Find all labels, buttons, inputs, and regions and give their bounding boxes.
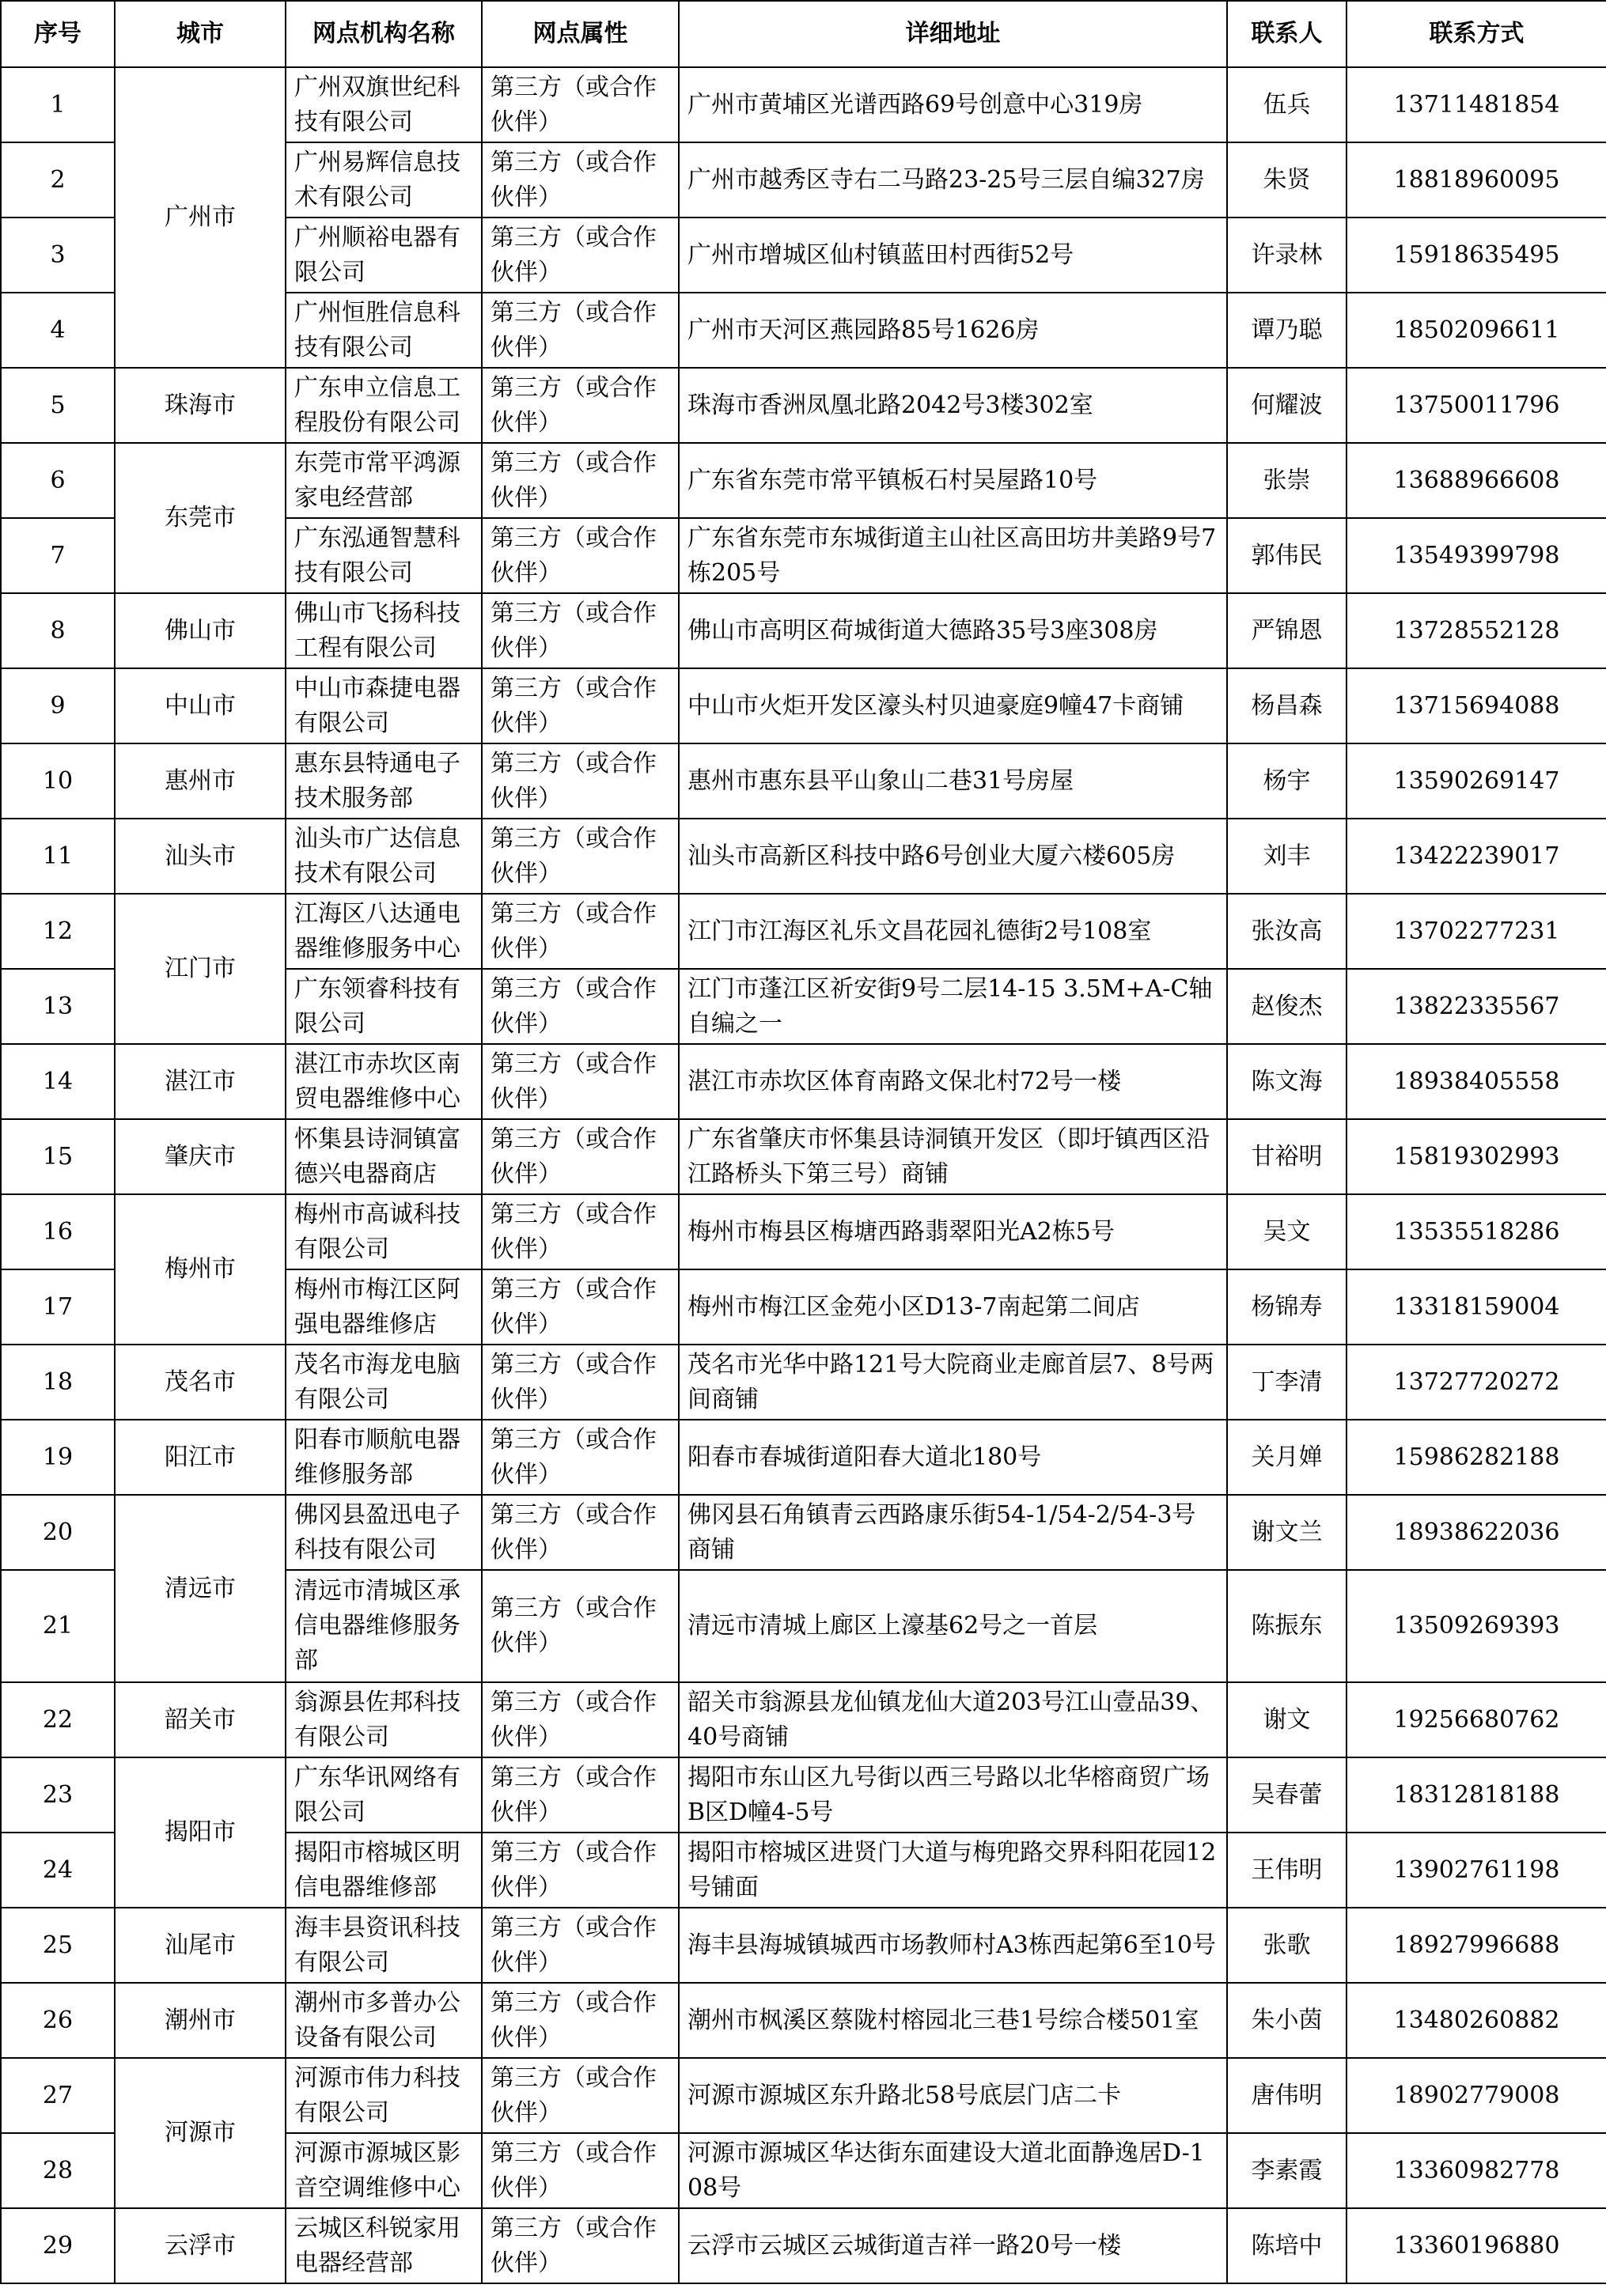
- contact-person: 张歌: [1227, 1908, 1347, 1983]
- contact-person: 陈培中: [1227, 2208, 1347, 2283]
- outlet-name: 海丰县资讯科技有限公司: [286, 1908, 482, 1983]
- row-number: 20: [1, 1495, 115, 1570]
- outlet-type: 第三方（或合作伙伴）: [482, 67, 679, 142]
- outlet-address: 广东省东莞市东城街道主山社区高田坊井美路9号7栋205号: [679, 518, 1227, 593]
- row-number: 2: [1, 142, 115, 217]
- outlet-address: 中山市火炬开发区濠头村贝迪豪庭9幢47卡商铺: [679, 668, 1227, 743]
- header-contact: 联系人: [1227, 1, 1347, 67]
- outlet-name: 梅州市高诚科技有限公司: [286, 1194, 482, 1269]
- contact-phone: 13727720272: [1347, 1345, 1606, 1420]
- row-number: 14: [1, 1044, 115, 1119]
- outlet-name: 茂名市海龙电脑有限公司: [286, 1345, 482, 1420]
- outlet-name: 江海区八达通电器维修服务中心: [286, 894, 482, 969]
- contact-person: 伍兵: [1227, 67, 1347, 142]
- row-number: 5: [1, 368, 115, 443]
- header-outlet-type: 网点属性: [482, 1, 679, 67]
- outlet-address: 广东省肇庆市怀集县诗洞镇开发区（即圩镇西区沿江路桥头下第三号）商铺: [679, 1119, 1227, 1194]
- contact-person: 王伟明: [1227, 1833, 1347, 1908]
- row-number: 28: [1, 2133, 115, 2208]
- row-number: 10: [1, 743, 115, 819]
- outlet-address: 云浮市云城区云城街道吉祥一路20号一楼: [679, 2208, 1227, 2283]
- contact-phone: 18312818188: [1347, 1757, 1606, 1833]
- city-cell: 茂名市: [115, 1345, 286, 1420]
- contact-person: 何耀波: [1227, 368, 1347, 443]
- table-row: [1, 743, 1606, 819]
- outlet-type: 第三方（或合作伙伴）: [482, 1044, 679, 1119]
- city-cell: 韶关市: [115, 1682, 286, 1757]
- outlet-type: 第三方（或合作伙伴）: [482, 142, 679, 217]
- outlet-address: 江门市蓬江区祈安街9号二层14-15 3.5M+A-C轴自编之一: [679, 969, 1227, 1044]
- city-cell: 云浮市: [115, 2208, 286, 2283]
- outlet-address: 梅州市梅县区梅塘西路翡翠阳光A2栋5号: [679, 1194, 1227, 1269]
- outlet-address: 清远市清城上廊区上濠基62号之一首层: [679, 1570, 1227, 1682]
- outlet-type: 第三方（或合作伙伴）: [482, 217, 679, 293]
- contact-phone: 13318159004: [1347, 1269, 1606, 1345]
- contact-phone: 18902779008: [1347, 2058, 1606, 2133]
- contact-person: 关月婵: [1227, 1420, 1347, 1495]
- outlet-name: 河源市伟力科技有限公司: [286, 2058, 482, 2133]
- contact-person: 杨锦寿: [1227, 1269, 1347, 1345]
- outlet-name: 广东华讯网络有限公司: [286, 1757, 482, 1833]
- contact-phone: 13590269147: [1347, 743, 1606, 819]
- outlet-address: 广东省东莞市常平镇板石村吴屋路10号: [679, 443, 1227, 518]
- outlet-type: 第三方（或合作伙伴）: [482, 1757, 679, 1833]
- outlet-address: 珠海市香洲凤凰北路2042号3楼302室: [679, 368, 1227, 443]
- row-number: 9: [1, 668, 115, 743]
- table-row: [1, 67, 1606, 142]
- contact-person: 谢文兰: [1227, 1495, 1347, 1570]
- outlet-name: 广州恒胜信息科技有限公司: [286, 293, 482, 368]
- outlet-type: 第三方（或合作伙伴）: [482, 969, 679, 1044]
- contact-person: 谢文: [1227, 1682, 1347, 1757]
- outlet-name: 清远市清城区承信电器维修服务部: [286, 1570, 482, 1682]
- outlet-address: 惠州市惠东县平山象山二巷31号房屋: [679, 743, 1227, 819]
- contact-phone: 13902761198: [1347, 1833, 1606, 1908]
- contact-phone: 13715694088: [1347, 668, 1606, 743]
- table-row: [1, 819, 1606, 894]
- outlet-address: 韶关市翁源县龙仙镇龙仙大道203号江山壹品39、40号商铺: [679, 1682, 1227, 1757]
- outlet-address: 广州市越秀区寺右二马路23-25号三层自编327房: [679, 142, 1227, 217]
- header-no: 序号: [1, 1, 115, 67]
- row-number: 6: [1, 443, 115, 518]
- outlet-address: 佛山市高明区荷城街道大德路35号3座308房: [679, 593, 1227, 668]
- outlet-type: 第三方（或合作伙伴）: [482, 668, 679, 743]
- contact-person: 严锦恩: [1227, 593, 1347, 668]
- row-number: 27: [1, 2058, 115, 2133]
- contact-person: 张崇: [1227, 443, 1347, 518]
- row-number: 25: [1, 1908, 115, 1983]
- row-number: 7: [1, 518, 115, 593]
- contact-phone: 13422239017: [1347, 819, 1606, 894]
- contact-phone: 13509269393: [1347, 1570, 1606, 1682]
- contact-phone: 13535518286: [1347, 1194, 1606, 1269]
- contact-person: 谭乃聪: [1227, 293, 1347, 368]
- outlet-type: 第三方（或合作伙伴）: [482, 1570, 679, 1682]
- outlet-type: 第三方（或合作伙伴）: [482, 1269, 679, 1345]
- outlet-type: 第三方（或合作伙伴）: [482, 1682, 679, 1757]
- outlet-name: 潮州市多普办公设备有限公司: [286, 1983, 482, 2058]
- outlet-type: 第三方（或合作伙伴）: [482, 1420, 679, 1495]
- outlet-type: 第三方（或合作伙伴）: [482, 2208, 679, 2283]
- outlet-name: 河源市源城区影音空调维修中心: [286, 2133, 482, 2208]
- outlet-type: 第三方（或合作伙伴）: [482, 894, 679, 969]
- outlet-address: 汕头市高新区科技中路6号创业大厦六楼605房: [679, 819, 1227, 894]
- row-number: 21: [1, 1570, 115, 1682]
- outlet-address: 广州市天河区燕园路85号1626房: [679, 293, 1227, 368]
- outlet-name: 翁源县佐邦科技有限公司: [286, 1682, 482, 1757]
- city-cell: 河源市: [115, 2058, 286, 2208]
- city-cell: 清远市: [115, 1495, 286, 1682]
- header-row: [1, 1, 1606, 67]
- outlet-address: 河源市源城区华达街东面建设大道北面静逸居D-108号: [679, 2133, 1227, 2208]
- contact-phone: 13728552128: [1347, 593, 1606, 668]
- outlet-name: 云城区科锐家用电器经营部: [286, 2208, 482, 2283]
- outlet-address: 茂名市光华中路121号大院商业走廊首层7、8号两间商铺: [679, 1345, 1227, 1420]
- outlet-type: 第三方（或合作伙伴）: [482, 1908, 679, 1983]
- contact-phone: 15819302993: [1347, 1119, 1606, 1194]
- header-address: 详细地址: [679, 1, 1227, 67]
- table-row: [1, 1420, 1606, 1495]
- table-row: [1, 2058, 1606, 2133]
- outlet-name: 汕头市广达信息技术有限公司: [286, 819, 482, 894]
- city-cell: 汕尾市: [115, 1908, 286, 1983]
- outlet-type: 第三方（或合作伙伴）: [482, 2133, 679, 2208]
- row-number: 22: [1, 1682, 115, 1757]
- contact-person: 唐伟明: [1227, 2058, 1347, 2133]
- row-number: 16: [1, 1194, 115, 1269]
- table-row: [1, 1983, 1606, 2058]
- contact-person: 甘裕明: [1227, 1119, 1347, 1194]
- city-cell: 肇庆市: [115, 1119, 286, 1194]
- contact-phone: 13360982778: [1347, 2133, 1606, 2208]
- contact-phone: 13822335567: [1347, 969, 1606, 1044]
- table-body: [1, 67, 1606, 2283]
- contact-phone: 18502096611: [1347, 293, 1606, 368]
- outlet-name: 广州易辉信息技术有限公司: [286, 142, 482, 217]
- city-cell: 阳江市: [115, 1420, 286, 1495]
- row-number: 29: [1, 2208, 115, 2283]
- outlet-address: 揭阳市东山区九号街以西三号路以北华榕商贸广场B区D幢4-5号: [679, 1757, 1227, 1833]
- contact-phone: 13688966608: [1347, 443, 1606, 518]
- outlet-type: 第三方（或合作伙伴）: [482, 518, 679, 593]
- outlet-name: 梅州市梅江区阿强电器维修店: [286, 1269, 482, 1345]
- header-phone: 联系方式: [1347, 1, 1606, 67]
- table-row: [1, 1119, 1606, 1194]
- contact-person: 赵俊杰: [1227, 969, 1347, 1044]
- table-row: [1, 1682, 1606, 1757]
- table-row: [1, 1345, 1606, 1420]
- contact-person: 杨昌森: [1227, 668, 1347, 743]
- city-cell: 汕头市: [115, 819, 286, 894]
- outlet-name: 广东泓通智慧科技有限公司: [286, 518, 482, 593]
- outlet-address: 揭阳市榕城区进贤门大道与梅兜路交界科阳花园12号铺面: [679, 1833, 1227, 1908]
- contact-phone: 13711481854: [1347, 67, 1606, 142]
- outlet-type: 第三方（或合作伙伴）: [482, 368, 679, 443]
- outlet-name: 佛山市飞扬科技工程有限公司: [286, 593, 482, 668]
- table-row: [1, 593, 1606, 668]
- header-outlet-name: 网点机构名称: [286, 1, 482, 67]
- outlet-address: 潮州市枫溪区蔡陇村榕园北三巷1号综合楼501室: [679, 1983, 1227, 2058]
- row-number: 19: [1, 1420, 115, 1495]
- outlet-type: 第三方（或合作伙伴）: [482, 1194, 679, 1269]
- table-row: [1, 894, 1606, 969]
- table-row: [1, 443, 1606, 518]
- row-number: 11: [1, 819, 115, 894]
- contact-phone: 15986282188: [1347, 1420, 1606, 1495]
- row-number: 3: [1, 217, 115, 293]
- outlet-address: 河源市源城区东升路北58号底层门店二卡: [679, 2058, 1227, 2133]
- contact-person: 朱小茵: [1227, 1983, 1347, 2058]
- city-cell: 湛江市: [115, 1044, 286, 1119]
- contact-person: 吴春蕾: [1227, 1757, 1347, 1833]
- contact-phone: 15918635495: [1347, 217, 1606, 293]
- table-row: [1, 1757, 1606, 1833]
- city-cell: 东莞市: [115, 443, 286, 593]
- contact-person: 陈振东: [1227, 1570, 1347, 1682]
- city-cell: 珠海市: [115, 368, 286, 443]
- outlet-type: 第三方（或合作伙伴）: [482, 2058, 679, 2133]
- contact-phone: 13702277231: [1347, 894, 1606, 969]
- outlet-name: 揭阳市榕城区明信电器维修部: [286, 1833, 482, 1908]
- row-number: 4: [1, 293, 115, 368]
- contact-phone: 13480260882: [1347, 1983, 1606, 2058]
- contact-phone: 13750011796: [1347, 368, 1606, 443]
- outlet-name: 广东领睿科技有限公司: [286, 969, 482, 1044]
- contact-person: 郭伟民: [1227, 518, 1347, 593]
- outlet-type: 第三方（或合作伙伴）: [482, 819, 679, 894]
- contact-person: 刘丰: [1227, 819, 1347, 894]
- contact-person: 许录林: [1227, 217, 1347, 293]
- outlet-name: 惠东县特通电子技术服务部: [286, 743, 482, 819]
- table-row: [1, 1908, 1606, 1983]
- outlet-type: 第三方（或合作伙伴）: [482, 743, 679, 819]
- contact-person: 丁李清: [1227, 1345, 1347, 1420]
- contact-phone: 13549399798: [1347, 518, 1606, 593]
- table-row: [1, 668, 1606, 743]
- contact-person: 朱贤: [1227, 142, 1347, 217]
- city-cell: 江门市: [115, 894, 286, 1044]
- row-number: 23: [1, 1757, 115, 1833]
- outlet-name: 中山市森捷电器有限公司: [286, 668, 482, 743]
- contact-phone: 18938622036: [1347, 1495, 1606, 1570]
- city-cell: 潮州市: [115, 1983, 286, 2058]
- city-cell: 梅州市: [115, 1194, 286, 1345]
- contact-person: 杨宇: [1227, 743, 1347, 819]
- outlet-name: 东莞市常平鸿源家电经营部: [286, 443, 482, 518]
- outlet-address: 佛冈县石角镇青云西路康乐街54-1/54-2/54-3号商铺: [679, 1495, 1227, 1570]
- outlet-address: 海丰县海城镇城西市场教师村A3栋西起第6至10号: [679, 1908, 1227, 1983]
- outlet-name: 湛江市赤坎区南贸电器维修中心: [286, 1044, 482, 1119]
- row-number: 15: [1, 1119, 115, 1194]
- contact-phone: 13360196880: [1347, 2208, 1606, 2283]
- outlet-name: 怀集县诗洞镇富德兴电器商店: [286, 1119, 482, 1194]
- outlet-address: 阳春市春城街道阳春大道北180号: [679, 1420, 1227, 1495]
- row-number: 1: [1, 67, 115, 142]
- row-number: 24: [1, 1833, 115, 1908]
- table-row: [1, 1495, 1606, 1570]
- row-number: 8: [1, 593, 115, 668]
- row-number: 13: [1, 969, 115, 1044]
- outlet-type: 第三方（或合作伙伴）: [482, 1119, 679, 1194]
- outlet-address: 江门市江海区礼乐文昌花园礼德街2号108室: [679, 894, 1227, 969]
- outlet-type: 第三方（或合作伙伴）: [482, 293, 679, 368]
- contact-phone: 18927996688: [1347, 1908, 1606, 1983]
- outlet-address: 广州市增城区仙村镇蓝田村西街52号: [679, 217, 1227, 293]
- outlet-type: 第三方（或合作伙伴）: [482, 1345, 679, 1420]
- row-number: 12: [1, 894, 115, 969]
- city-cell: 揭阳市: [115, 1757, 286, 1908]
- row-number: 26: [1, 1983, 115, 2058]
- contact-phone: 19256680762: [1347, 1682, 1606, 1757]
- city-cell: 广州市: [115, 67, 286, 368]
- row-number: 17: [1, 1269, 115, 1345]
- outlet-name: 广州双旗世纪科技有限公司: [286, 67, 482, 142]
- outlet-type: 第三方（或合作伙伴）: [482, 1833, 679, 1908]
- city-cell: 惠州市: [115, 743, 286, 819]
- contact-phone: 18818960095: [1347, 142, 1606, 217]
- outlet-type: 第三方（或合作伙伴）: [482, 443, 679, 518]
- outlet-address: 湛江市赤坎区体育南路文保北村72号一楼: [679, 1044, 1227, 1119]
- contact-person: 吴文: [1227, 1194, 1347, 1269]
- outlet-address: 广州市黄埔区光谱西路69号创意中心319房: [679, 67, 1227, 142]
- outlet-address: 梅州市梅江区金苑小区D13-7南起第二间店: [679, 1269, 1227, 1345]
- outlet-name: 广东申立信息工程股份有限公司: [286, 368, 482, 443]
- outlet-name: 佛冈县盈迅电子科技有限公司: [286, 1495, 482, 1570]
- city-cell: 佛山市: [115, 593, 286, 668]
- row-number: 18: [1, 1345, 115, 1420]
- table-row: [1, 368, 1606, 443]
- outlet-type: 第三方（或合作伙伴）: [482, 1495, 679, 1570]
- outlet-type: 第三方（或合作伙伴）: [482, 593, 679, 668]
- outlet-type: 第三方（或合作伙伴）: [482, 1983, 679, 2058]
- outlet-name: 广州顺裕电器有限公司: [286, 217, 482, 293]
- contact-phone: 18938405558: [1347, 1044, 1606, 1119]
- table-row: [1, 2208, 1606, 2283]
- table-row: [1, 1194, 1606, 1269]
- contact-person: 李素霞: [1227, 2133, 1347, 2208]
- header-city: 城市: [115, 1, 286, 67]
- table-row: [1, 1044, 1606, 1119]
- outlet-name: 阳春市顺航电器维修服务部: [286, 1420, 482, 1495]
- contact-person: 张汝高: [1227, 894, 1347, 969]
- city-cell: 中山市: [115, 668, 286, 743]
- contact-person: 陈文海: [1227, 1044, 1347, 1119]
